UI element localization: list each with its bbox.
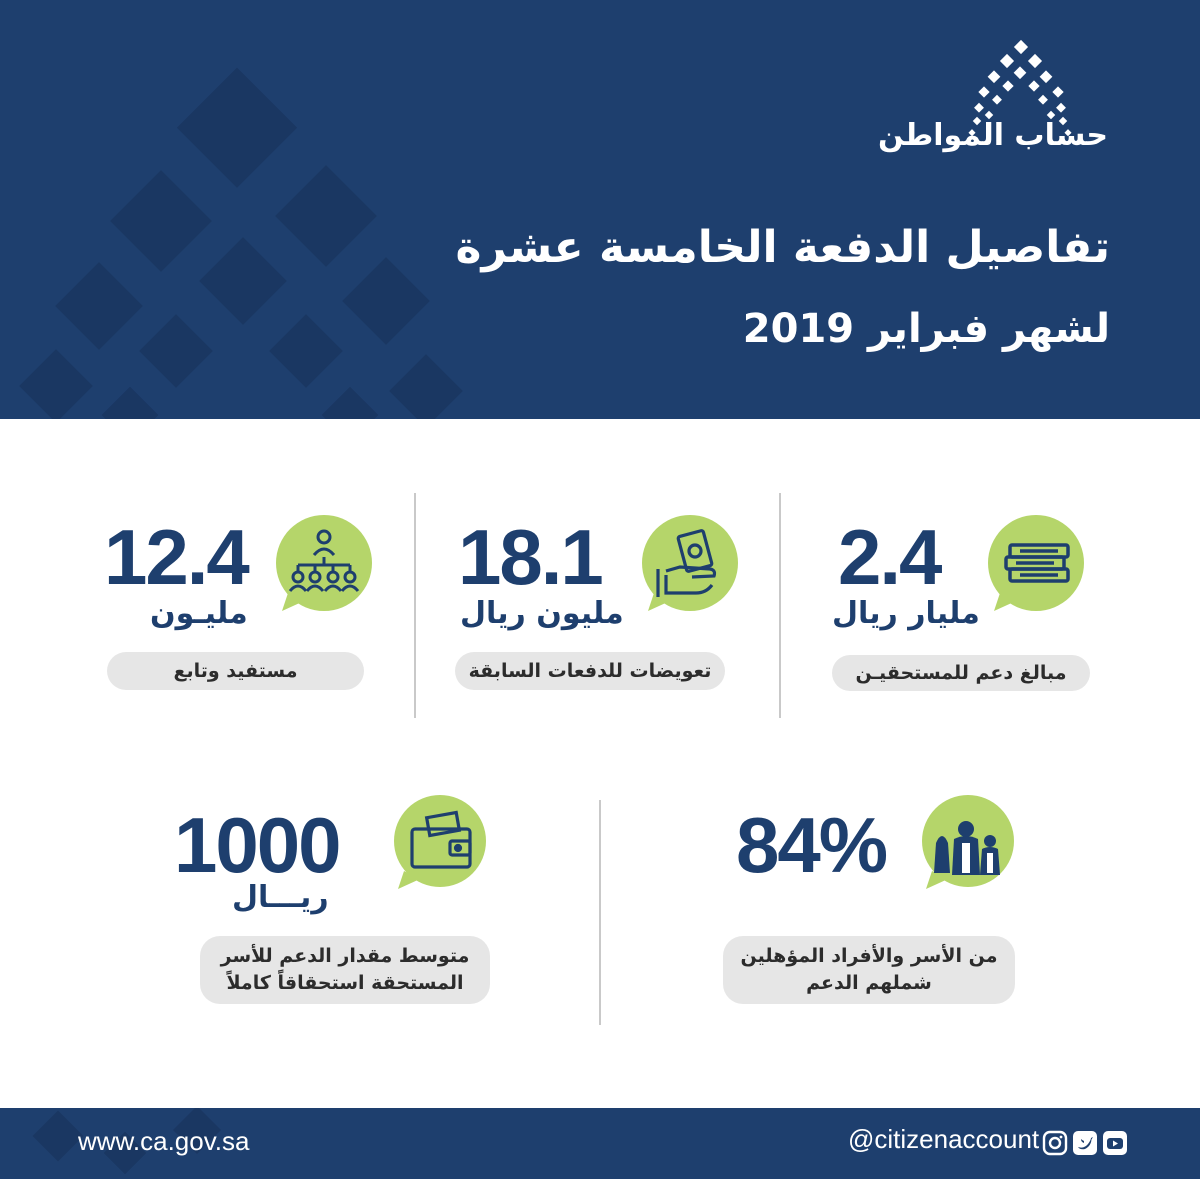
stat-label-line2: شملهم الدعم xyxy=(806,972,932,994)
stat-label-line1: من الأسر والأفراد المؤهلين xyxy=(740,945,998,968)
website-link[interactable]: www.ca.gov.sa xyxy=(78,1126,250,1156)
stat-value: 1000 xyxy=(174,801,340,889)
page-title: تفاصيل الدفعة الخامسة عشرة xyxy=(455,222,1110,273)
instagram-icon[interactable] xyxy=(1042,1130,1068,1156)
divider-2 xyxy=(414,493,416,718)
money-stack-icon xyxy=(986,515,1086,615)
wallet-icon xyxy=(388,795,488,895)
divider-1 xyxy=(779,493,781,718)
family-icon xyxy=(916,795,1016,895)
footer-bar xyxy=(0,1108,1200,1179)
stat-value: 12.4 xyxy=(104,513,248,601)
stat-label: تعويضات للدفعات السابقة xyxy=(455,652,725,690)
stat-value: 18.1 xyxy=(458,513,602,601)
stat-unit: ريـــال xyxy=(232,880,329,915)
page-subtitle: لشهر فبراير 2019 xyxy=(742,306,1110,352)
twitter-icon[interactable] xyxy=(1072,1130,1098,1156)
logo-text: حساب المواطن xyxy=(877,118,1108,153)
stat-unit: مليون ريال xyxy=(460,596,624,631)
people-hierarchy-icon xyxy=(274,515,374,615)
stat-label xyxy=(723,936,1015,1004)
header-banner xyxy=(0,0,1200,419)
diamond-pattern xyxy=(0,0,520,419)
stat-label: مبالغ دعم للمستحقيـن xyxy=(832,655,1090,691)
stat-value: 84% xyxy=(736,801,887,889)
hand-cash-icon xyxy=(640,515,740,615)
stat-label-line2: المستحقة استحقاقاً كاملاً xyxy=(226,972,464,994)
divider-3 xyxy=(599,800,601,1025)
stat-unit: مليـون xyxy=(150,596,248,631)
stat-label xyxy=(200,936,490,1004)
social-handle-link[interactable]: @citizenaccount xyxy=(848,1124,1040,1154)
youtube-icon[interactable] xyxy=(1102,1130,1128,1156)
stat-value: 2.4 xyxy=(838,513,941,601)
stat-label: مستفيد وتابع xyxy=(107,652,364,690)
stat-label-line1: متوسط مقدار الدعم للأسر xyxy=(220,945,470,968)
stat-unit: مليار ريال xyxy=(832,596,980,631)
